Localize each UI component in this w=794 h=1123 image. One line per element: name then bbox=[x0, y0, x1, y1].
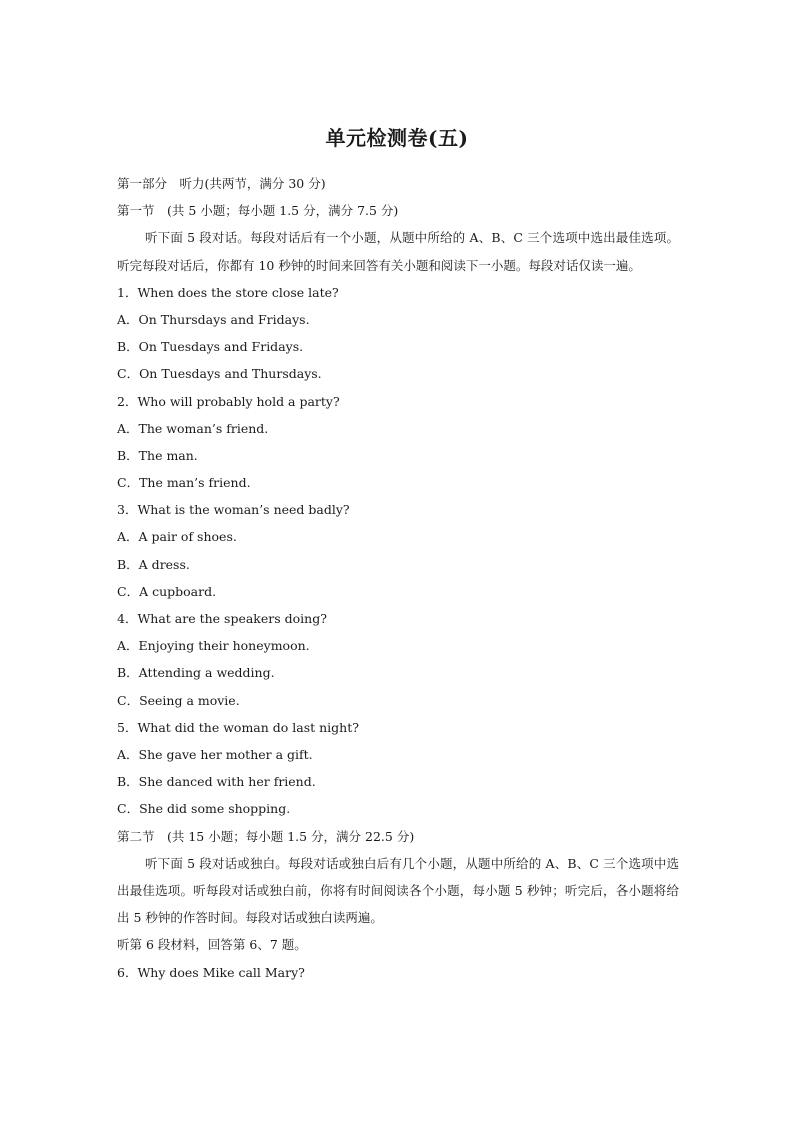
option-c: C．On Tuesdays and Thursdays. bbox=[117, 366, 322, 382]
material-note: 听第 6 段材料，回答第 6、7 题。 bbox=[117, 937, 307, 953]
option-a: A．On Thursdays and Fridays. bbox=[117, 311, 310, 327]
option-b: B．A dress. bbox=[117, 556, 190, 572]
document-body bbox=[117, 170, 679, 986]
option-b: B．Attending a wedding. bbox=[117, 665, 275, 681]
section2-heading: 第二节 (共 15 小题；每小题 1.5 分，满分 22.5 分) bbox=[117, 828, 415, 844]
question-2 bbox=[117, 388, 679, 497]
section2-instructions: 听下面 5 段对话或独白。每段对话或独白后有几个小题，从题中所给的 A、B、C 三个选项中选出最佳选项。听每段对话或独白前，你将有时间阅读各个小题，每小题 5 秒钟；听完后，各小题将给出 5 秒钟的作答时间。每段对话或独白读两遍。 bbox=[117, 855, 679, 926]
question-5 bbox=[117, 714, 679, 823]
option-c: C．She did some shopping. bbox=[117, 801, 291, 817]
option-a: A．The woman’s friend. bbox=[117, 420, 269, 436]
section1-heading: 第一节 (共 5 小题；每小题 1.5 分，满分 7.5 分) bbox=[117, 203, 399, 219]
page-title: 单元检测卷(五) bbox=[325, 126, 469, 150]
option-c: C．A cupboard. bbox=[117, 583, 217, 599]
option-b: B．She danced with her friend. bbox=[117, 774, 316, 790]
option-c: C．The man’s friend. bbox=[117, 475, 251, 491]
question-stem: 3．What is the woman’s need badly? bbox=[117, 502, 350, 518]
option-a: A．She gave her mother a gift. bbox=[117, 746, 313, 762]
question-1 bbox=[117, 279, 679, 388]
question-3 bbox=[117, 496, 679, 605]
option-c: C．Seeing a movie. bbox=[117, 692, 240, 708]
option-b: B．On Tuesdays and Fridays. bbox=[117, 339, 304, 355]
question-6-stem: 6．Why does Mike call Mary? bbox=[117, 964, 305, 980]
question-stem: 5．What did the woman do last night? bbox=[117, 719, 359, 735]
question-stem: 4．What are the speakers doing? bbox=[117, 611, 327, 627]
question-stem: 2．Who will probably hold a party? bbox=[117, 393, 340, 409]
question-stem: 1．When does the store close late? bbox=[117, 284, 339, 300]
option-a: A．Enjoying their honeymoon. bbox=[117, 638, 310, 654]
option-b: B．The man. bbox=[117, 447, 198, 463]
part-heading: 第一部分 听力(共两节，满分 30 分) bbox=[117, 176, 326, 191]
section1-instructions: 听下面 5 段对话。每段对话后有一个小题，从题中所给的 A、B、C 三个选项中选出最佳选项。听完每段对话后，你都有 10 秒钟的时间来回答有关小题和阅读下一小题。每段对话仅读一遍。 bbox=[117, 230, 679, 273]
option-a: A．A pair of shoes. bbox=[117, 529, 237, 545]
question-4 bbox=[117, 605, 679, 714]
